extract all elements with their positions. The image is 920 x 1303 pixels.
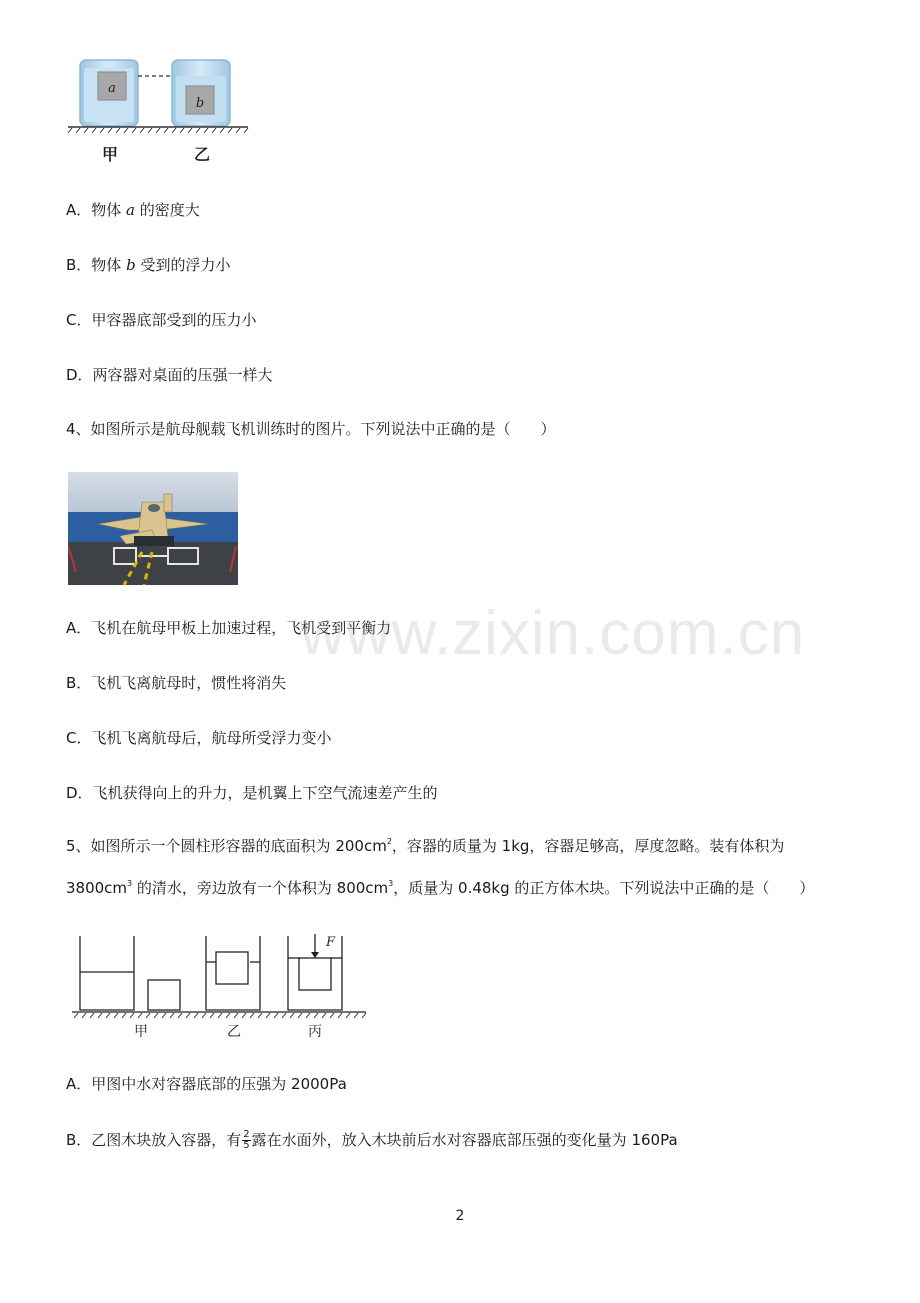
q4-option-c: C．飞机飞离航母后，航母所受浮力变小 <box>66 729 332 747</box>
caption-jia: 甲 <box>134 1024 148 1040</box>
q3-option-c: C．甲容器底部受到的压力小 <box>66 311 257 329</box>
q4-option-a: A．飞机在航母甲板上加速过程，飞机受到平衡力 <box>66 619 392 637</box>
q4-option-d: D．飞机获得向上的升力，是机翼上下空气流速差产生的 <box>66 784 438 802</box>
q4-stem: 4、如图所示是航母舰载飞机训练时的图片。下列说法中正确的是（ ） <box>66 420 556 438</box>
watermark: www.zixin.com.cn <box>300 599 806 668</box>
q5-stem-line1: 5、如图所示一个圆柱形容器的底面积为 $200cm^2$，容器的质量为 1kg，容器足够高，厚度忽略。装有体积为 <box>66 837 785 855</box>
page-number: 2 <box>455 1208 465 1224</box>
aircraft-carrier-photo <box>68 472 238 585</box>
var-b: b <box>126 256 136 274</box>
label-b: b <box>195 96 205 111</box>
var-a: a <box>126 201 135 219</box>
fraction-two-fifths: $\frac{2}{5}$ <box>243 1129 250 1151</box>
q5-option-b: B．乙图木块放入容器，有 $\frac{2}{5}$ 露在水面外，放入木块前后水对容器底部压强的变化量为 160Pa <box>66 1129 678 1151</box>
q4-option-b: B．飞机飞离航母时，惯性将消失 <box>66 674 287 692</box>
container-figure <box>68 932 368 1042</box>
caption-yi: 乙 <box>227 1024 241 1040</box>
q3-option-d: D．两容器对桌面的压强一样大 <box>66 366 273 384</box>
force-label: F <box>326 935 336 950</box>
caption-right: 乙 <box>193 145 211 164</box>
q3-option-b: B．物体 b 受到的浮力小 <box>66 256 231 274</box>
q5-option-a: A．甲图中水对容器底部的压强为 2000Pa <box>66 1075 347 1093</box>
q5-stem-line2: $3800cm^3$ 的清水，旁边放有一个体积为 $800cm^3$，质量为 0.48kg 的正方体木块。下列说法中正确的是（ ） <box>66 879 815 897</box>
caption-bing: 丙 <box>308 1024 322 1040</box>
q3-option-a: A．物体 a 的密度大 <box>66 201 200 219</box>
beaker-right <box>172 60 230 126</box>
caption-left: 甲 <box>101 145 119 164</box>
label-a: a <box>108 81 116 96</box>
beaker-figure <box>62 52 262 167</box>
